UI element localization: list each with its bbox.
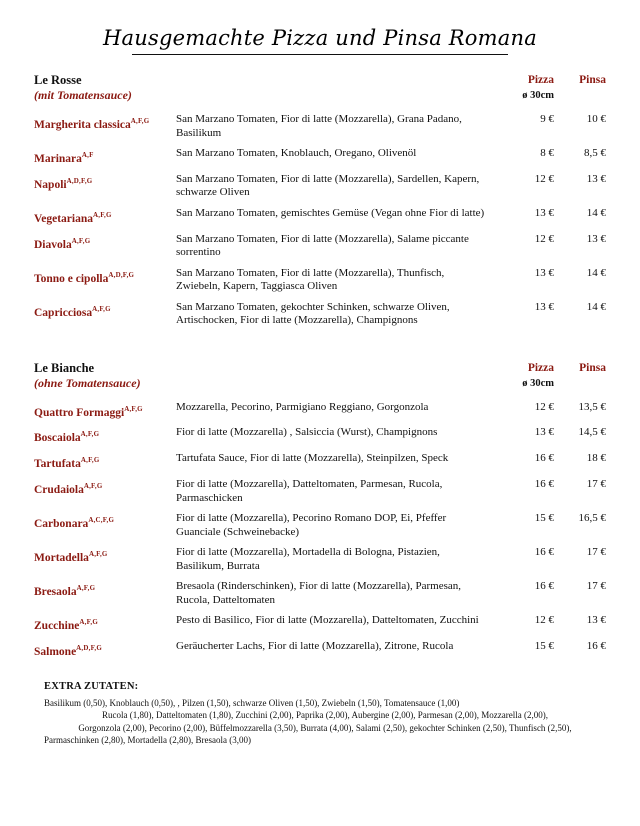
item-allergens: A,F,G: [130, 117, 150, 125]
item-description: San Marzano Tomaten, Knoblauch, Oregano, Olivenöl: [176, 147, 417, 159]
menu-item-row: [34, 233, 606, 260]
item-description: San Marzano Tomaten, Fior di latte (Mozzarella), Thunfisch, Zwiebeln, Kapern, Taggiasca Oliven: [176, 266, 445, 293]
item-price-pizza: 12 €: [534, 232, 554, 245]
item-price-pinsa: 13 €: [586, 232, 606, 245]
item-price-pinsa: 14 €: [586, 300, 606, 313]
item-price-pizza: 16 €: [534, 580, 554, 593]
item-price-pinsa: 17 €: [586, 580, 606, 593]
item-name: [34, 173, 176, 192]
column-header-pizza-label: Pizza: [527, 74, 554, 86]
extras-line: Parmaschinken (2,80), Mortadella (2,80), Bresaola (3,00): [44, 735, 251, 746]
item-price-pizza: 12 €: [534, 400, 554, 413]
section-le-bianche: [34, 361, 606, 659]
item-name-text: Mortadella: [34, 551, 89, 564]
item-price-pizza: 13 €: [534, 206, 554, 219]
column-header-pizza: [492, 361, 554, 391]
item-allergens: A,F: [81, 151, 94, 159]
item-name: [34, 233, 176, 252]
menu-item-row: [34, 267, 606, 294]
extras-title: EXTRA ZUTATEN:: [44, 680, 139, 692]
item-allergens: A,F,G: [124, 404, 143, 413]
item-name: [34, 452, 176, 471]
item-price-pinsa: 13 €: [586, 614, 606, 627]
menu-item-row: [34, 614, 606, 633]
menu-item-row: [34, 301, 606, 328]
item-description: San Marzano Tomaten, Fior di latte (Mozzarella), Salame piccante sorrentino: [176, 232, 469, 259]
item-description: Fior di latte (Mozzarella), Mortadella di Bologna, Pistazien, Basilikum, Burrata: [176, 546, 440, 572]
item-allergens: A,F,G: [80, 456, 100, 465]
item-name: [34, 580, 176, 599]
item-price-pizza: 16 €: [534, 546, 554, 559]
column-header-pizza-size: ø 30cm: [522, 90, 554, 101]
item-description: Tartufata Sauce, Fior di latte (Mozzarella), Steinpilzen, Speck: [176, 452, 449, 465]
item-name: [34, 401, 176, 420]
extras-line: Basilikum (0,50), Knoblauch (0,50), , Pilzen (1,50), schwarze Oliven (1,50), Zwiebeln (1,50), Tomatensauce (1,00): [44, 697, 460, 708]
item-allergens: A,F,G: [88, 550, 108, 559]
section-heading-text: [34, 361, 492, 391]
item-name-text: Crudaiola: [34, 483, 84, 496]
item-price-pinsa: 14 €: [586, 266, 606, 279]
menu-item-row: [34, 401, 606, 420]
item-allergens: A,D,F,G: [76, 643, 103, 652]
item-price-pinsa: 16,5 €: [578, 512, 606, 525]
page-title: Hausgemachte Pizza und Pinsa Romana: [103, 26, 537, 50]
item-price-pizza: 8 €: [540, 147, 554, 159]
extras-line: Gorgonzola (2,00), Pecorino (2,00), Büffelmozzarella (3,50), Burrata (4,00), Salami (2,50), gekochter Schinken (2,50), Thunfisch (2,50),: [78, 722, 572, 733]
item-name-text: Margherita classica: [34, 118, 131, 131]
item-name-text: Tartufata: [34, 458, 81, 471]
item-name: [34, 301, 176, 320]
item-allergens: A,F,G: [92, 210, 112, 219]
item-price-pizza: 15 €: [534, 639, 554, 652]
section-title: Le Rosse: [34, 73, 82, 87]
item-allergens: A,F,G: [76, 584, 96, 593]
item-description: Pesto di Basilico, Fior di latte (Mozzarella), Datteltomaten, Zucchini: [176, 614, 479, 627]
item-allergens: A,C,F,G: [88, 516, 115, 525]
section-le-rosse: [34, 73, 606, 328]
item-description: San Marzano Tomaten, gemischtes Gemüse (Vegan ohne Fior di latte): [176, 206, 485, 219]
item-allergens: A,F,G: [71, 236, 91, 245]
item-price-pizza: 13 €: [534, 266, 554, 279]
menu-item-row: [34, 512, 606, 539]
item-name-text: Diavola: [34, 238, 72, 251]
item-price-pinsa: 14,5 €: [578, 426, 606, 439]
item-name-text: Boscaiola: [34, 432, 81, 445]
column-header-pizza-size: ø 30cm: [522, 377, 554, 389]
item-name-text: Tonno e cipolla: [34, 272, 109, 285]
menu-item-row: [34, 426, 606, 445]
item-price-pinsa: 17 €: [586, 478, 606, 491]
item-price-pinsa: 14 €: [586, 206, 606, 219]
item-price-pinsa: 13,5 €: [578, 400, 606, 413]
item-price-pizza: 12 €: [534, 614, 554, 627]
item-allergens: A,F,G: [79, 618, 99, 627]
item-name-text: Vegetariana: [34, 212, 93, 225]
item-name-text: Capricciosa: [34, 306, 93, 319]
item-name-text: Salmone: [34, 645, 77, 658]
menu-item-row: [34, 207, 606, 226]
item-name-text: Carbonara: [34, 517, 89, 530]
item-description: Fior di latte (Mozzarella) , Salsiccia (Wurst), Champignons: [176, 426, 438, 439]
item-price-pizza: 15 €: [534, 512, 554, 525]
section-spacer: [0, 335, 640, 361]
item-description: Fior di latte (Mozzarella), Datteltomaten, Parmesan, Rucola, Parmaschicken: [176, 478, 443, 504]
item-name: [34, 640, 176, 659]
item-description: Bresaola (Rinderschinken), Fior di latte (Mozzarella), Parmesan, Rucola, Datteltomaten: [176, 580, 461, 606]
extras-section: [44, 681, 606, 747]
item-name: [34, 147, 176, 166]
item-name: [34, 426, 176, 445]
item-price-pinsa: 17 €: [586, 546, 606, 559]
item-name-text: Bresaola: [34, 585, 77, 598]
item-name-text: Marinara: [34, 152, 82, 165]
column-header-pinsa: [554, 361, 606, 376]
item-price-pizza: 13 €: [534, 426, 554, 439]
item-price-pinsa: 8,5 €: [584, 147, 606, 159]
menu-page: [0, 26, 640, 826]
item-description: San Marzano Tomaten, gekochter Schinken, schwarze Oliven, Artischocken, Fior di latte (Mozzarella), Champignons: [176, 300, 450, 327]
item-name-text: Napoli: [34, 178, 67, 191]
item-price-pinsa: 10 €: [586, 113, 606, 125]
section-subtitle: (mit Tomatensauce): [34, 88, 132, 102]
item-name: [34, 113, 176, 132]
item-allergens: A,F,G: [83, 482, 103, 491]
section-heading-text: [34, 73, 492, 103]
item-price-pizza: 9 €: [540, 113, 554, 125]
item-price-pizza: 12 €: [534, 172, 554, 185]
column-header-pinsa-label: Pinsa: [579, 74, 606, 86]
item-name: [34, 614, 176, 633]
title-underline: [132, 54, 508, 55]
item-price-pizza: 16 €: [534, 478, 554, 491]
menu-item-row: [34, 173, 606, 200]
item-price-pinsa: 18 €: [586, 452, 606, 465]
item-name: [34, 512, 176, 531]
item-name-text: Zucchine: [34, 619, 80, 632]
item-description: San Marzano Tomaten, Fior di latte (Mozzarella), Grana Padano, Basilikum: [176, 113, 462, 139]
item-allergens: A,D,F,G: [66, 176, 93, 185]
item-price-pizza: 13 €: [534, 300, 554, 313]
item-price-pizza: 16 €: [534, 452, 554, 465]
item-price-pinsa: 13 €: [586, 172, 606, 185]
menu-item-row: [34, 478, 606, 505]
menu-item-row: [34, 113, 606, 140]
item-name: [34, 207, 176, 226]
extras-line: Rucola (1,80), Datteltomaten (1,80), Zucchini (2,00), Paprika (2,00), Aubergine (2,00), Parmesan (2,00), Mozzarella (2,00),: [102, 710, 548, 721]
item-description: Geräucherter Lachs, Fior di latte (Mozzarella), Zitrone, Rucola: [176, 639, 454, 652]
menu-item-row: [34, 147, 606, 166]
menu-item-row: [34, 580, 606, 607]
item-allergens: A,D,F,G: [108, 270, 135, 279]
item-description: Fior di latte (Mozzarella), Pecorino Romano DOP, Ei, Pfeffer Guanciale (Schweinebacke): [176, 512, 447, 538]
item-price-pinsa: 16 €: [586, 639, 606, 652]
item-description: Mozzarella, Pecorino, Parmigiano Reggiano, Gorgonzola: [176, 400, 429, 413]
menu-item-row: [34, 546, 606, 573]
item-name: [34, 546, 176, 565]
item-name: [34, 478, 176, 497]
section-title: Le Bianche: [34, 360, 95, 375]
menu-item-row: [34, 452, 606, 471]
menu-item-row: [34, 640, 606, 659]
column-header-pizza-label: Pizza: [527, 361, 554, 374]
column-header-pinsa-label: Pinsa: [579, 361, 606, 374]
column-header-pizza: [492, 73, 554, 103]
item-name-text: Quattro Formaggi: [34, 406, 125, 419]
item-allergens: A,F,G: [92, 304, 111, 313]
item-description: San Marzano Tomaten, Fior di latte (Mozzarella), Sardellen, Kapern, schwarze Oliven: [176, 172, 480, 199]
column-header-pinsa: [554, 73, 606, 88]
item-name: [34, 267, 176, 286]
section-header: [34, 361, 606, 391]
item-allergens: A,F,G: [80, 430, 100, 439]
section-subtitle: (ohne Tomatensauce): [34, 375, 141, 390]
section-header: [34, 73, 606, 103]
